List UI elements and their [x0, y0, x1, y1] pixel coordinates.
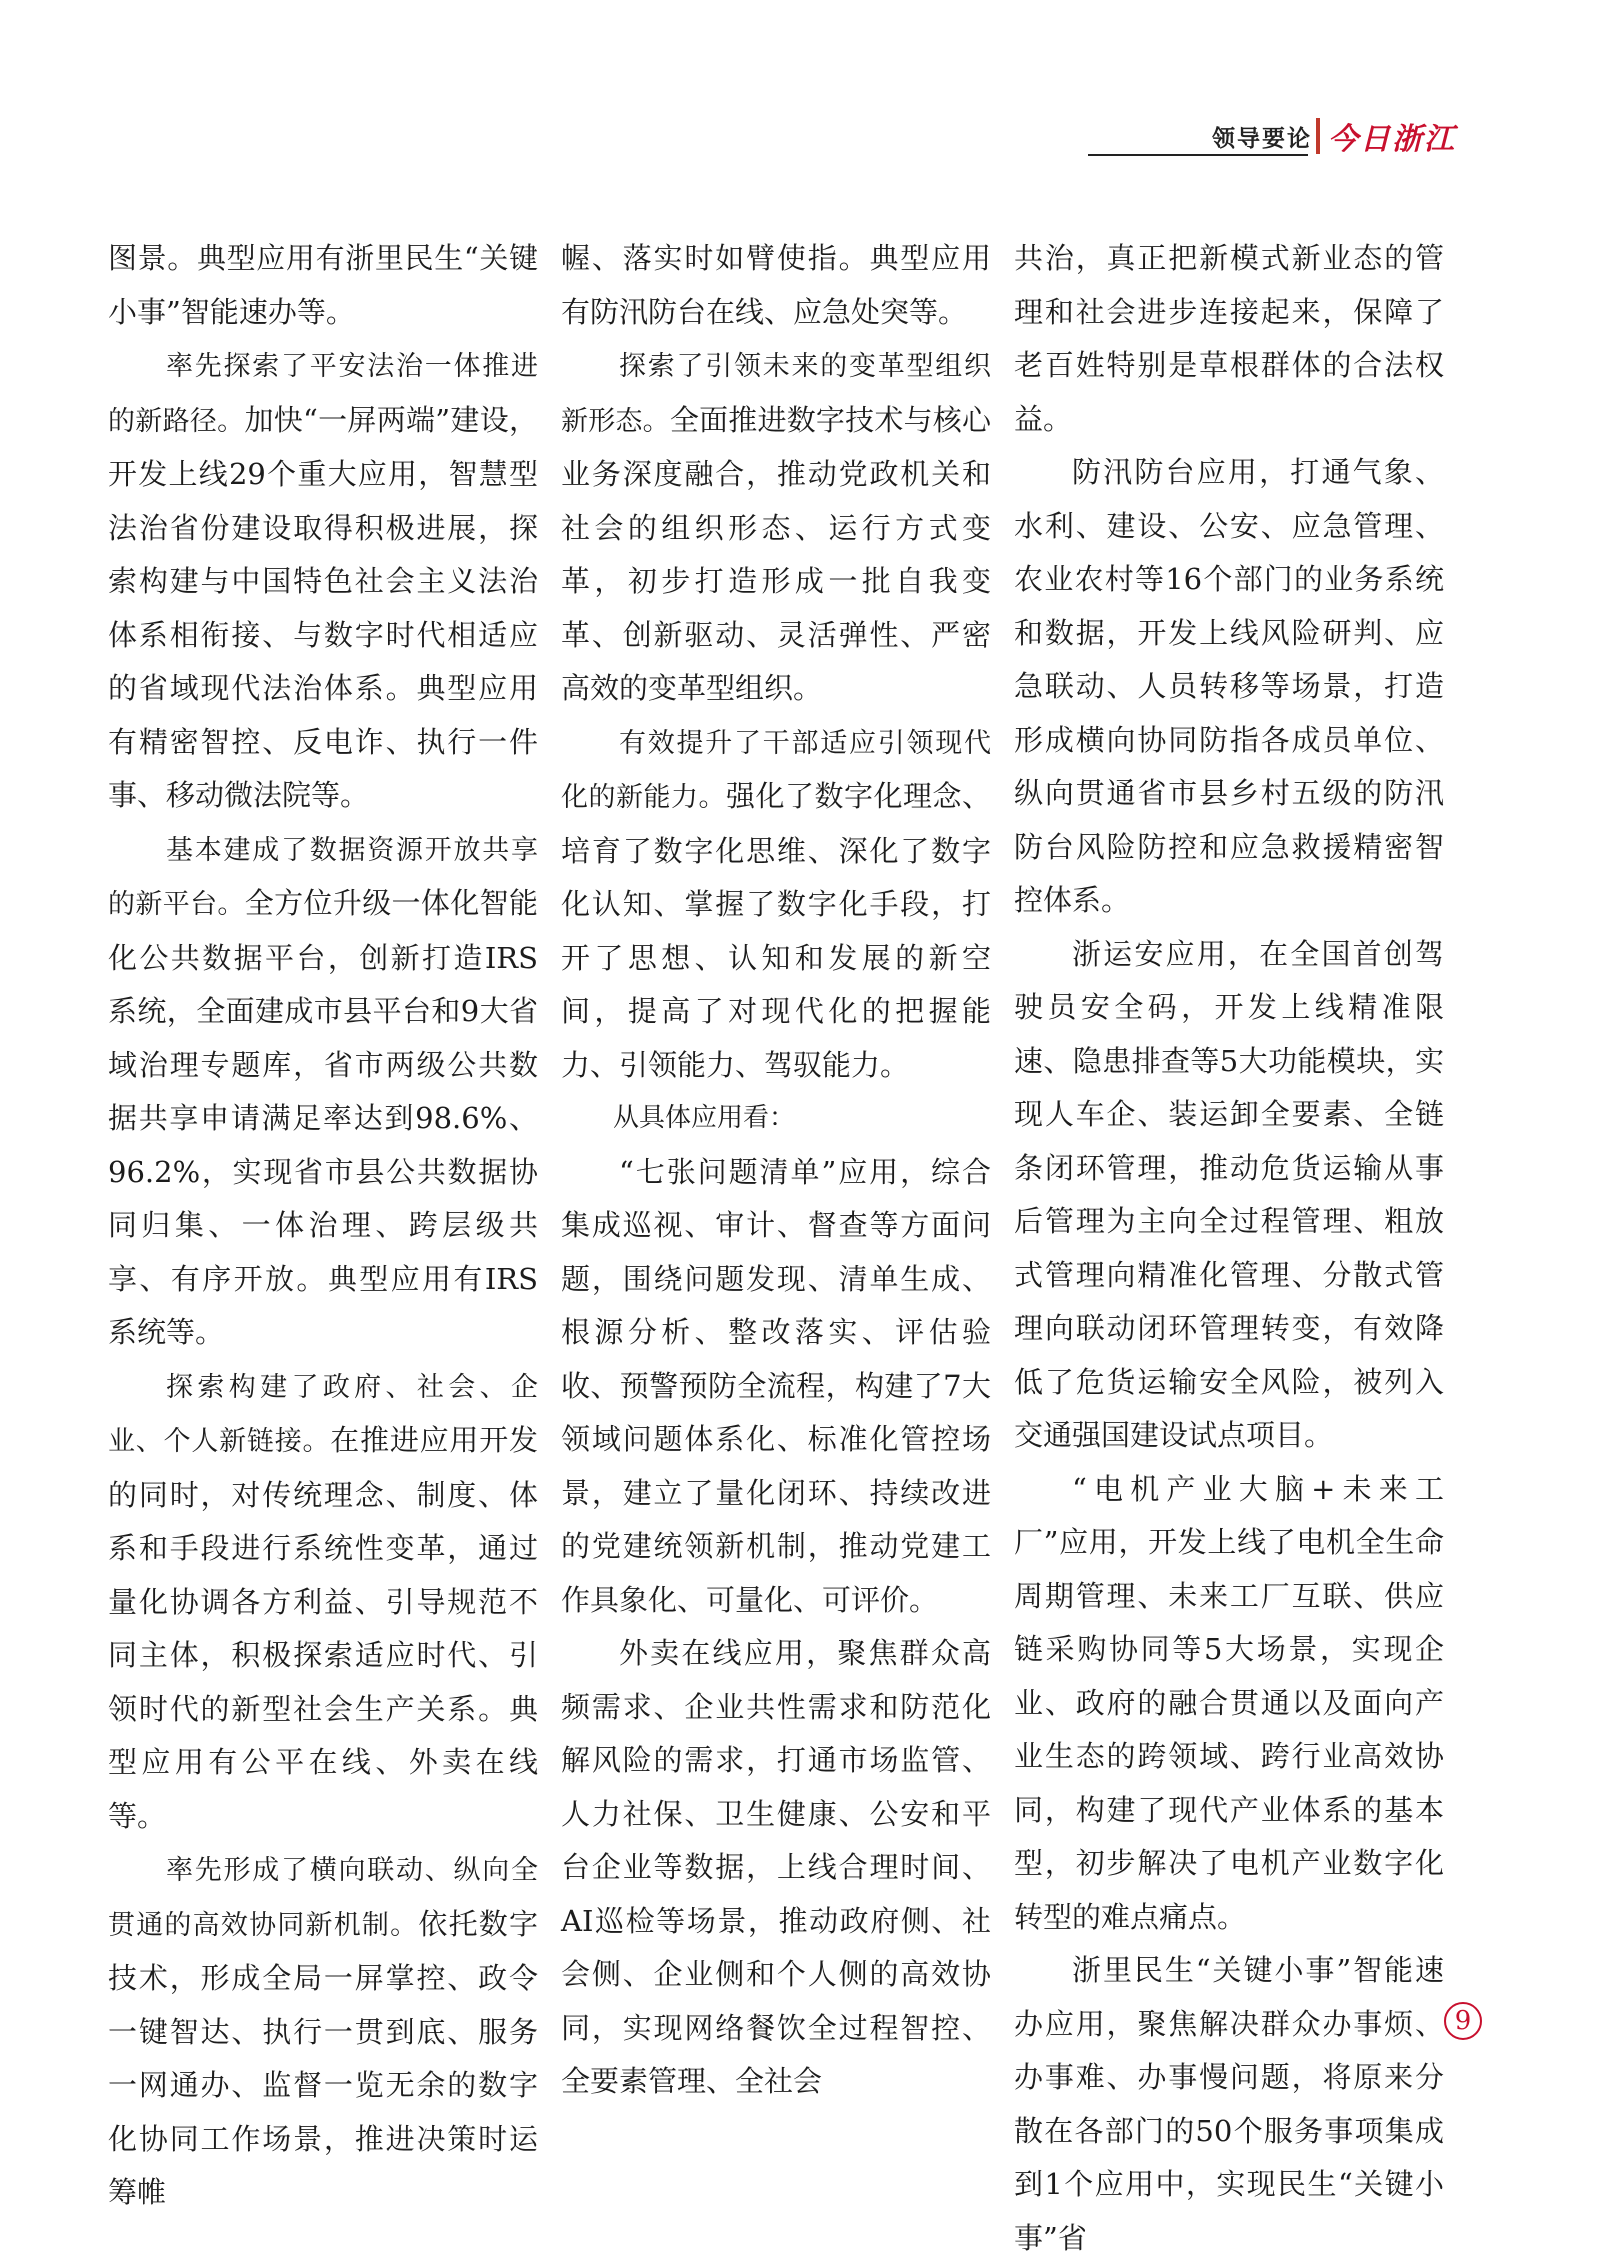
paragraph: [561, 716, 991, 1093]
paragraph: 图景。典型应用有浙里民生“关键小事”智能速办等。: [108, 241, 538, 329]
paragraph: “七张问题清单”应用，综合集成巡视、审计、督查等方面问题，围绕问题发现、清单生成、根源分析、整改落实、评估验收、预警预防全流程，构建了7大领域问题体系化、标准化管控场景，建立了量化闭环、持续改进的党建统领新机制，推动党建工作具象化、可量化、可评价。: [561, 1154, 991, 1617]
paragraph-lead-heading: 有效提升了干部适应引领现代化的新能力。: [561, 727, 991, 813]
intro-line: 从具体应用看：: [613, 1103, 796, 1133]
paragraph: 浙里民生“关键小事”智能速办应用，聚焦解决群众办事烦、办事难、办事慢问题，将原来分散在各部门的50个服务事项集成到1个应用中，实现民生“关键小事”省: [1014, 1953, 1444, 2255]
magazine-brand-logo: 今日浙江: [1328, 122, 1456, 157]
paragraph-body: 全面推进数字技术与核心业务深度融合，推动党政机关和社会的组织形态、运行方式变革，初步打造形成一批自我变革、创新驱动、灵活弹性、严密高效的变革型组织。: [561, 402, 991, 705]
paragraph: “电机产业大脑+未来工厂”应用，开发上线了电机全生命周期管理、未来工厂互联、供应链采购协同等5大场景，实现企业、政府的融合贯通以及面向产业生态的跨领域、跨行业高效协同，构建了现代产业体系的基本型，初步解决了电机产业数字化转型的难点痛点。: [1014, 1471, 1444, 1934]
running-header: [1088, 118, 1488, 160]
text-column-2: [561, 232, 991, 2109]
paragraph-lead-heading: 探索了引领未来的变革型组织新形态。: [561, 351, 991, 437]
paragraph: 幄、落实时如臂使指。典型应用有防汛防台在线、应急处突等。: [561, 241, 991, 329]
paragraph-lead-heading: 率先形成了横向联动、纵向全贯通的高效协同新机制。: [108, 1855, 538, 1941]
text-column-3: [1014, 232, 1444, 2265]
paragraph-body: 强化了数字化理念、培育了数字化思维、深化了数字化认知、掌握了数字化手段，打开了思想、认知和发展的新空间，提高了对现代化的把握能力、引领能力、驾驭能力。: [561, 779, 991, 1082]
paragraph: [561, 339, 991, 716]
paragraph: 外卖在线应用，聚焦群众高频需求、企业共性需求和防范化解风险的需求，打通市场监管、人力社保、卫生健康、公安和平台企业等数据，上线合理时间、AI巡检等场景，推动政府侧、社会侧、企业侧和个人侧的高效协同，实现网络餐饮全过程智控、全要素管理、全社会: [561, 1636, 991, 2098]
page-number: 9: [1444, 2002, 1482, 2040]
paragraph-lead-heading: 率先探索了平安法治一体推进的新路径。: [108, 351, 538, 437]
paragraph-lead-heading: 探索构建了政府、社会、企业、个人新链接。: [108, 1371, 538, 1457]
paragraph: 共治，真正把新模式新业态的管理和社会进步连接起来，保障了老百姓特别是草根群体的合法权益。: [1014, 241, 1444, 436]
paragraph: [108, 1843, 538, 2220]
paragraph-body: 全方位升级一体化智能化公共数据平台，创新打造IRS系统，全面建成市县平台和9大省域治理专题库，省市两级公共数据共享申请满足率达到98.6%、96.2%，实现省市县公共数据协同归集、一体治理、跨层级共享、有序开放。典型应用有IRS系统等。: [108, 886, 538, 1349]
paragraph-body: 在推进应用开发的同时，对传统理念、制度、体系和手段进行系统性变革，通过量化协调各方利益、引导规范不同主体，积极探索适应时代、引领时代的新型社会生产关系。典型应用有公平在线、外卖在线等。: [108, 1423, 538, 1833]
paragraph: 浙运安应用，在全国首创驾驶员安全码，开发上线精准限速、隐患排查等5大功能模块，实现人车企、装运卸全要素、全链条闭环管理，推动危货运输从事后管理为主向全过程管理、粗放式管理向精准化管理、分散式管理向联动闭环管理转变，有效降低了危货运输安全风险，被列入交通强国建设试点项目。: [1014, 936, 1444, 1452]
paragraph-body: 加快“一屏两端”建设，开发上线29个重大应用，智慧型法治省份建设取得积极进展，探索构建与中国特色社会主义法治体系相衔接、与数字时代相适应的省域现代法治体系。典型应用有精密智控、反电诈、执行一件事、移动微法院等。: [108, 402, 539, 812]
section-label: 领导要论: [1212, 126, 1312, 152]
paragraph: [108, 823, 538, 1360]
header-separator: [1316, 118, 1320, 154]
text-column-1: [108, 232, 538, 2220]
paragraph: [108, 1360, 538, 1844]
paragraph-body: 依托数字技术，形成全局一屏掌控、政令一键智达、执行一贯到底、服务一网通办、监督一览无余的数字化协同工作场景，推进决策时运筹帷: [108, 1906, 538, 2209]
paragraph: [108, 339, 538, 823]
paragraph-lead-heading: 基本建成了数据资源开放共享的新平台。: [108, 834, 538, 920]
paragraph: 防汛防台应用，打通气象、水利、建设、公安、应急管理、农业农村等16个部门的业务系统和数据，开发上线风险研判、应急联动、人员转移等场景，打造形成横向协同防指各成员单位、纵向贯通省市县乡村五级的防汛防台风险防控和应急救援精密智控体系。: [1014, 455, 1444, 917]
header-rule: [1088, 154, 1308, 156]
